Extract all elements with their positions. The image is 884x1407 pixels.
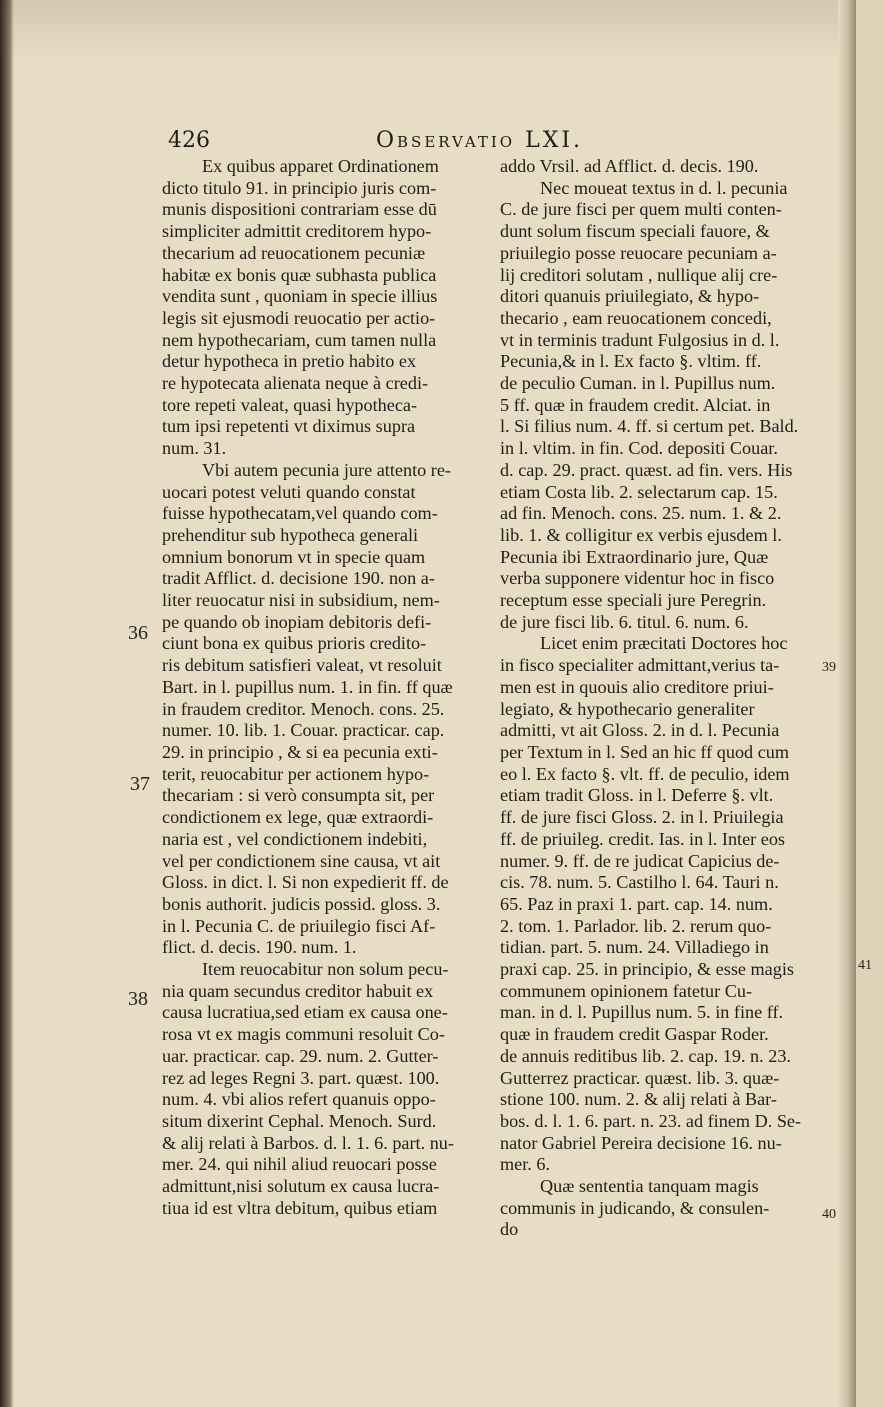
margin-note-40: 40 <box>822 1207 836 1222</box>
facing-page-edge <box>856 0 884 1407</box>
page-number: 426 <box>168 128 210 153</box>
paragraph: addo Vrsil. ad Afflict. d. decis. 190. <box>500 156 759 176</box>
paragraph: Ex quibus apparet Ordinationem dicto titulo 91. in principio juris com- munis dispositioni contrariam esse dū simpliciter admittit creditorem hypo- thecarium ad reuocationem pecuniæ habitæ ex bonis quæ subhasta publica vendita sunt , quoniam in specie illius legis sit ejusmodi reuocatio per actio- nem hypothecariam, cum tamen nulla detur hypotheca in pretio habito ex re hypotecata alienata neque à credi- tore repeti valeat, quasi hypotheca- tum ipsi repetenti vt diximus supra num. 31. <box>162 156 439 459</box>
page-edge-shadow <box>0 0 14 1407</box>
margin-note-36: 36 <box>128 622 148 644</box>
paragraph: Licet enim præcitati Doctores hoc in fisco specialiter admittant,verius ta- men est in quouis alio creditore priui- legiato, & hypothecario generaliter admitti, vt ait Gloss. 2. in d. l. Pecunia per Textum in l. Sed an hic ff quod cum eo l. Ex facto §. vlt. ff. de peculio, idem etiam tradit Gloss. in l. Deferre §. vlt. ff. de jure fisci Gloss. 2. in l. Priuilegia ff. de priuileg. credit. Ias. in l. Inter eos numer. 9. ff. de re judicat Capicius de- cis. 78. num. 5. Castilho l. 64. Tauri n. 65. Paz in praxi 1. part. cap. 14. num. 2. tom. 1. Parlador. lib. 2. rerum quo- tidian. part. 5. num. 24. Villadiego in praxi cap. 25. in principio, & esse magis communem opinionem fatetur Cu- man. in d. l. Pupillus num. 5. in fine ff. quæ in fraudem credit Gaspar Roder. de annuis reditibus lib. 2. cap. 19. n. 23. Gutterrez practicar. quæst. lib. 3. quæ- stione 100. num. 2. & alij relati à Bar- bos. d. l. 1. 6. part. n. 23. ad finem D. Se- nator Gabriel Pereira decisione 16. nu- mer. 6. <box>500 633 802 1175</box>
right-text-column <box>500 156 830 1241</box>
book-gutter <box>838 0 858 1407</box>
margin-note-39: 39 <box>822 660 836 675</box>
margin-note-41: 41 <box>858 958 872 973</box>
paragraph: Item reuocabitur non solum pecu- nia quam secundus creditor habuit ex causa lucratiua,sed etiam ex causa one- rosa vt ex magis communi resoluit Co- uar. practicar. cap. 29. num. 2. Gutter- rez ad leges Regni 3. part. quæst. 100. num. 4. vbi alios refert quanuis oppo- situm dixerint Cephal. Menoch. Surd. & alij relati à Barbos. d. l. 1. 6. part. nu- mer. 24. qui nihil aliud reuocari posse admittunt,nisi solutum ex causa lucra- tiua id est vltra debitum, quibus etiam <box>162 959 454 1218</box>
running-title: Observatio LXI. <box>376 128 584 153</box>
margin-note-37: 37 <box>130 773 150 795</box>
paragraph: Vbi autem pecunia jure attento re- uocari potest veluti quando constat fuisse hypothecatam,vel quando com- prehenditur sub hypotheca generali omnium bonorum vt in specie quam tradit Afflict. d. decisione 190. non a- liter reuocatur nisi in subsidium, nem- pe quando ob inopiam debitoris defi- ciunt bona ex quibus prioris credito- ris debitum satisfieri valeat, vt resoluit Bart. in l. pupillus num. 1. in fin. ff quæ in fraudem creditor. Menoch. cons. 25. numer. 10. lib. 1. Couar. practicar. cap. 29. in principio , & si ea pecunia exti- terit, reuocabitur per actionem hypo- thecariam : si verò consumpta sit, per condictionem ex lege, quæ extraordi- naria est , vel condictionem indebiti, vel per condictionem sine causa, vt ait Gloss. in dict. l. Si non expedierit ff. de bonis authorit. judicis possid. gloss. 3. in l. Pecunia C. de priuilegio fisci Af- flict. d. decis. 190. num. 1. <box>162 459 453 958</box>
paragraph: Quæ sententia tanquam magis communis in judicando, & consulen- do <box>500 1176 770 1240</box>
left-text-column <box>162 156 488 1219</box>
page-header <box>168 128 828 158</box>
paragraph: Nec moueat textus in d. l. pecunia C. de jure fisci per quem multi conten- dunt solum fiscum speciali fauore, & priuilegio posse reuocare pecuniam a- lij creditori solutam , nullique alij cre- ditori quanuis priuilegiato, & hypo- thecario , eam reuocationem concedi, vt in terminis tradunt Fulgosius in d. l. Pecunia,& in l. Ex facto §. vltim. ff. de peculio Cuman. in l. Pupillus num. 5 ff. quæ in fraudem credit. Alciat. in l. Si filius num. 4. ff. si certum pet. Bald. in l. vltim. in fin. Cod. depositi Couar. d. cap. 29. pract. quæst. ad fin. vers. His etiam Costa lib. 2. selectarum cap. 15. ad fin. Menoch. cons. 25. num. 1. & 2. lib. 1. & colligitur ex verbis ejusdem l. Pecunia ibi Extraordinario jure, Quæ verba supponere videntur hoc in fisco receptum esse speciali jure Peregrin. de jure fisci lib. 6. titul. 6. num. 6. <box>500 177 799 632</box>
page-top-shading <box>0 0 884 60</box>
margin-note-38: 38 <box>128 988 148 1010</box>
